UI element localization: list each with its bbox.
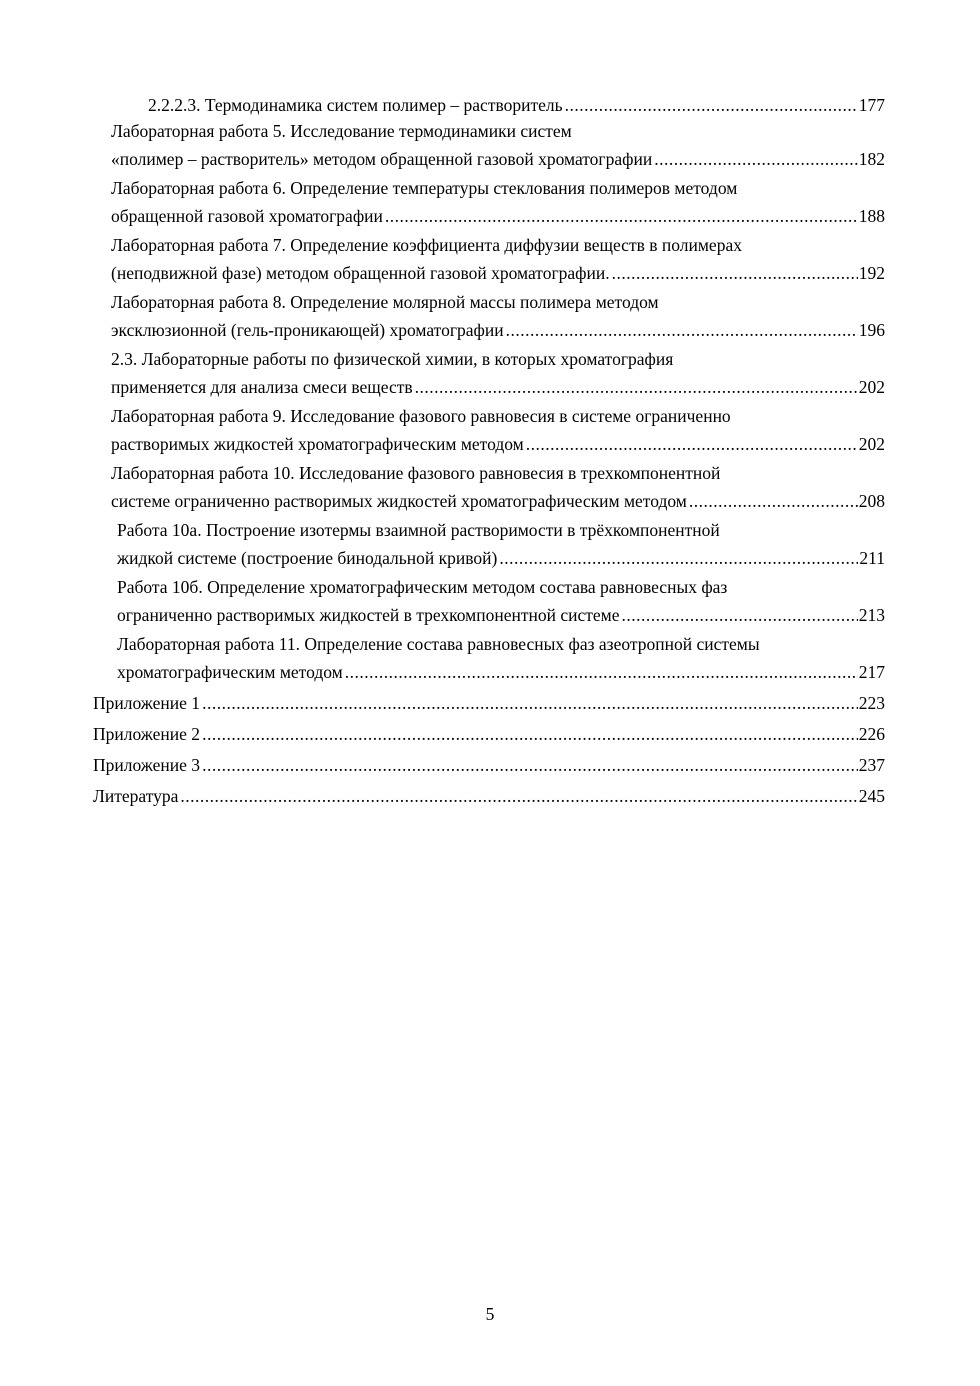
toc-entry-title-cont: системе ограниченно растворимых жидкостей хроматографическим методом <box>111 491 687 511</box>
toc-entry-line <box>111 202 885 230</box>
toc-entry <box>111 174 885 230</box>
toc-entry-line <box>93 689 885 717</box>
toc-entry-line <box>111 259 885 287</box>
toc-entry-title: Приложение 1 <box>93 693 201 713</box>
toc-entry-line <box>117 658 885 686</box>
dot-leader <box>345 658 858 686</box>
toc-entry <box>111 345 885 401</box>
toc-entry-title-cont: жидкой системе (построение бинодальной кривой) <box>117 548 498 568</box>
dot-leader <box>180 782 857 810</box>
toc-entry-title: 2.2.2.3. Термодинамика систем полимер – растворитель <box>148 95 563 115</box>
toc-entry <box>111 459 885 515</box>
toc-entry-title-cont: «полимер – растворитель» методом обращенной газовой хроматографии <box>111 149 653 169</box>
toc-page-number: 237 <box>858 755 885 775</box>
toc-entry-title: Лабораторная работа 9. Исследование фазового равновесия в системе ограниченно <box>111 406 731 426</box>
dot-leader <box>654 145 858 173</box>
toc-entry-title: 2.3. Лабораторные работы по физической химии, в которых хроматография <box>111 349 674 369</box>
page-number: 5 <box>485 1304 495 1324</box>
toc-entry-title-cont: растворимых жидкостей хроматографическим методом <box>111 434 524 454</box>
toc-entry-title-cont: (неподвижной фазе) методом обращенной газовой хроматографии. <box>111 263 610 283</box>
toc-page-number: 213 <box>858 605 885 625</box>
toc-entry <box>111 231 885 287</box>
toc-entry <box>117 516 885 572</box>
dot-leader <box>689 487 858 515</box>
toc-entry-title: Лабораторная работа 6. Определение температуры стеклования полимеров методом <box>111 178 738 198</box>
toc-page-number: 202 <box>858 377 885 397</box>
dot-leader <box>385 202 858 230</box>
dot-leader <box>565 91 858 119</box>
toc-entry-line <box>111 373 885 401</box>
toc-page-number: 177 <box>858 95 885 115</box>
toc-entry <box>93 720 885 748</box>
toc-entry <box>93 782 885 810</box>
toc-page-number: 245 <box>858 786 885 806</box>
toc-entry-title-cont: обращенной газовой хроматографии <box>111 206 383 226</box>
toc-entry-title: Лабораторная работа 5. Исследование термодинамики систем <box>111 121 572 141</box>
toc-entry-line <box>111 487 885 515</box>
toc-entry <box>111 288 885 344</box>
dot-leader <box>202 751 858 779</box>
dot-leader <box>202 720 858 748</box>
toc-entry-line <box>111 145 885 173</box>
toc-entry-title-cont: применяется для анализа смеси веществ <box>111 377 413 397</box>
toc-page-number: 208 <box>858 491 885 511</box>
toc-entry <box>117 573 885 629</box>
toc-page-number: 182 <box>858 149 885 169</box>
toc-entry-line <box>148 91 885 119</box>
dot-leader <box>499 544 858 572</box>
toc-entry-title-cont: эксклюзионной (гель-проникающей) хроматографии <box>111 320 504 340</box>
toc-page-number: 226 <box>858 724 885 744</box>
toc-entry-title: Лабораторная работа 7. Определение коэффициента диффузии веществ в полимерах <box>111 235 742 255</box>
toc-entry-title-cont: ограниченно растворимых жидкостей в трехкомпонентной системе <box>117 605 620 625</box>
toc-entry-title: Лабораторная работа 10. Исследование фазового равновесия в трехкомпонентной <box>111 463 721 483</box>
toc-entry-title: Приложение 3 <box>93 755 201 775</box>
toc-entry-title: Литература <box>93 786 179 806</box>
toc-entry <box>111 117 885 173</box>
toc-entry-title: Лабораторная работа 11. Определение состава равновесных фаз азеотропной системы <box>117 634 760 654</box>
toc-entry-line <box>111 316 885 344</box>
toc-entry <box>93 751 885 779</box>
dot-leader <box>202 689 858 717</box>
toc-entry-line <box>93 751 885 779</box>
dot-leader <box>415 373 858 401</box>
dot-leader <box>612 259 858 287</box>
toc-entry <box>148 91 885 119</box>
toc-entry-title: Приложение 2 <box>93 724 201 744</box>
toc-page-number: 196 <box>858 320 885 340</box>
toc-entry-line <box>93 720 885 748</box>
toc-entry-line <box>117 544 885 572</box>
toc-page-number: 202 <box>858 434 885 454</box>
dot-leader <box>526 430 858 458</box>
toc-page-number: 211 <box>859 548 885 568</box>
toc-entry-title: Работа 10а. Построение изотермы взаимной растворимости в трёхкомпонентной <box>117 520 720 540</box>
toc-entry <box>111 402 885 458</box>
toc-page-number: 188 <box>858 206 885 226</box>
toc-entry-line <box>111 430 885 458</box>
toc-entry-title: Лабораторная работа 8. Определение молярной массы полимера методом <box>111 292 659 312</box>
toc-entry-title-cont: хроматографическим методом <box>117 662 343 682</box>
toc-entry-line <box>117 601 885 629</box>
toc-entry <box>93 689 885 717</box>
toc-entry-title: Работа 10б. Определение хроматографическим методом состава равновесных фаз <box>117 577 728 597</box>
toc-page-number: 223 <box>858 693 885 713</box>
dot-leader <box>622 601 858 629</box>
toc-page-number: 192 <box>858 263 885 283</box>
toc-page-number: 217 <box>858 662 885 682</box>
dot-leader <box>506 316 858 344</box>
toc-entry-line <box>93 782 885 810</box>
toc-entry <box>117 630 885 686</box>
